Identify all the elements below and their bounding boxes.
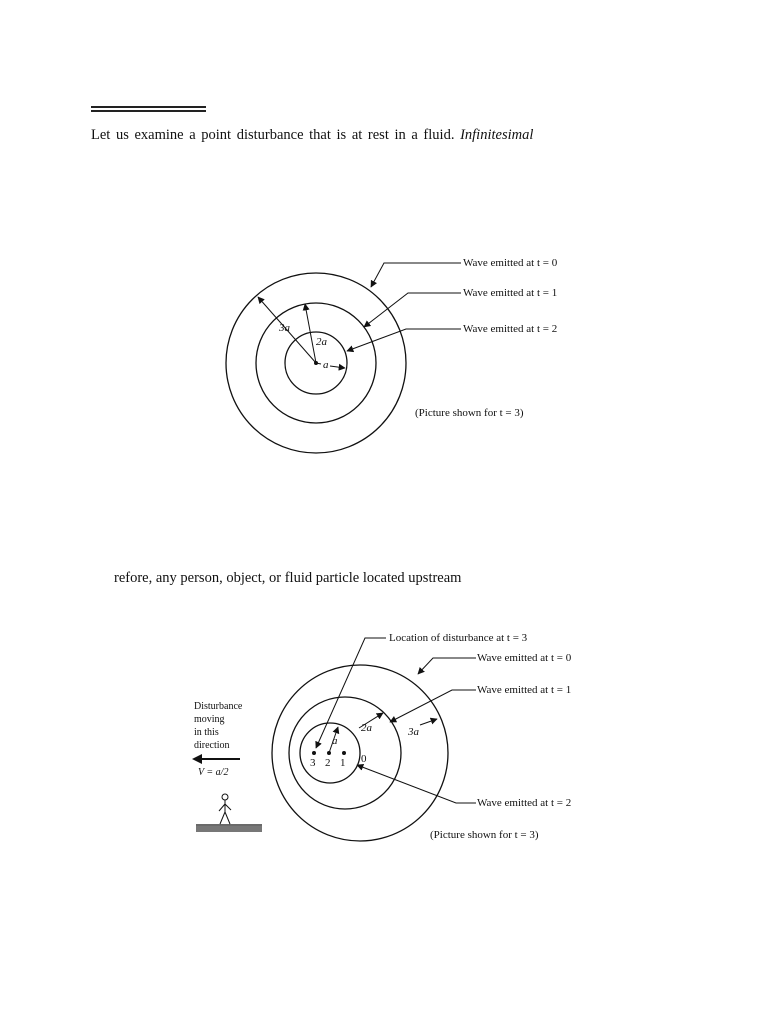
paragraph-1-italic: Infinitesimal bbox=[460, 127, 534, 143]
fig2-point-3 bbox=[312, 751, 316, 755]
fig2-point-label-3: 3 bbox=[310, 757, 316, 769]
fig2-side-note-line4: direction bbox=[194, 740, 230, 751]
fig2-leader-t1 bbox=[390, 690, 476, 722]
fig1-radius-a-arrow bbox=[330, 366, 345, 368]
fig2-label-wave-t1: Wave emitted at t = 1 bbox=[477, 684, 572, 696]
fig2-label-2a: 2a bbox=[361, 722, 372, 734]
fig2-side-note-line1: Disturbance bbox=[194, 701, 243, 712]
paragraph-2: refore, any person, object, or fluid particle located upstream bbox=[114, 570, 462, 586]
fig2-leader-t2 bbox=[357, 765, 476, 803]
fig2-label-wave-t2: Wave emitted at t = 2 bbox=[477, 797, 572, 809]
fig1-label-wave-t1: Wave emitted at t = 1 bbox=[463, 287, 558, 299]
fig2-caption: (Picture shown for t = 3) bbox=[430, 829, 539, 841]
fig1-label-a: a bbox=[323, 359, 329, 371]
fig2-label-wave-t0: Wave emitted at t = 0 bbox=[477, 652, 572, 664]
fig2-point-label-1: 1 bbox=[340, 757, 346, 769]
fig1-caption: (Picture shown for t = 3) bbox=[415, 407, 524, 419]
fig2-velocity-label: V = a/2 bbox=[198, 767, 229, 778]
fig2-side-note-line3: in this bbox=[194, 727, 219, 738]
paragraph-1-text: Let us examine a point disturbance that is at rest in a fluid. bbox=[91, 127, 461, 143]
fig2-radius-3a-arrow bbox=[420, 719, 437, 725]
fig1-label-2a: 2a bbox=[316, 336, 327, 348]
fig2-point-label-2: 2 bbox=[325, 757, 331, 769]
observer-person-icon bbox=[219, 794, 231, 824]
direction-arrow-icon bbox=[192, 754, 240, 764]
fig1-label-wave-t2: Wave emitted at t = 2 bbox=[463, 323, 558, 335]
fig1-leader-t0 bbox=[371, 263, 461, 287]
fig2-point-label-0: 0 bbox=[361, 753, 367, 765]
fig2-point-1 bbox=[342, 751, 346, 755]
fig1-leader-t2 bbox=[347, 329, 461, 351]
ground-hatch-icon bbox=[196, 825, 262, 832]
figure-2 bbox=[192, 632, 572, 841]
figure-1 bbox=[226, 257, 558, 453]
fig1-label-3a: 3a bbox=[279, 322, 290, 334]
fig2-side-note-line2: moving bbox=[194, 714, 225, 725]
fig2-label-3a: 3a bbox=[408, 726, 419, 738]
fig2-label-location: Location of disturbance at t = 3 bbox=[389, 632, 528, 644]
fig2-leader-t0 bbox=[418, 658, 476, 674]
fig1-label-wave-t0: Wave emitted at t = 0 bbox=[463, 257, 558, 269]
fig2-label-a: a bbox=[332, 735, 338, 747]
